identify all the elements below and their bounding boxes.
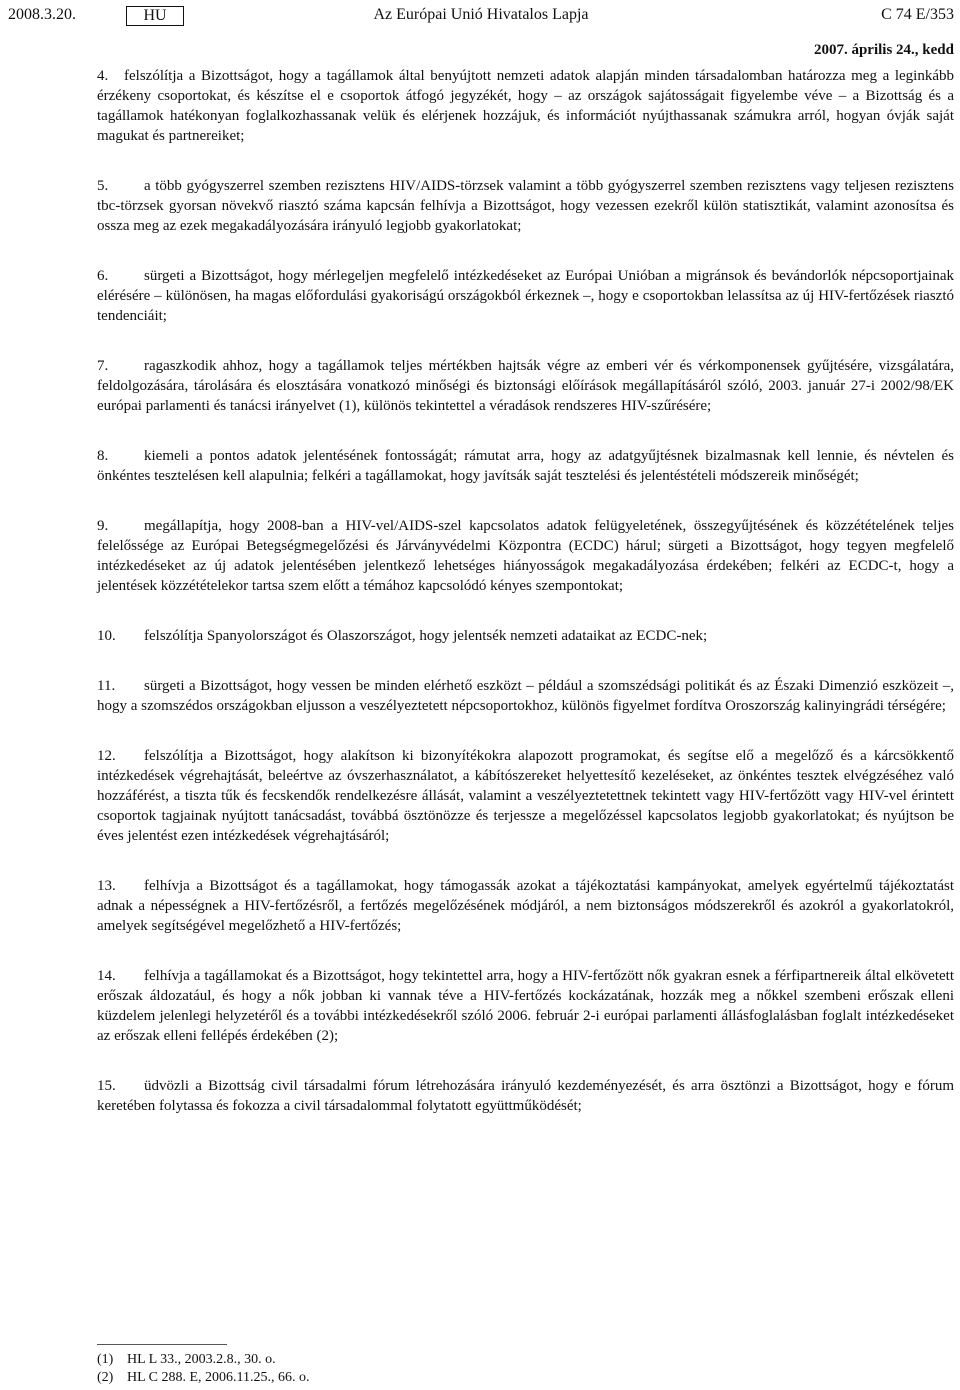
footnotes	[97, 1351, 954, 1387]
footnote-text: HL L 33., 2003.2.8., 30. o.	[127, 1352, 276, 1367]
paragraph-number: 13.	[97, 878, 116, 894]
paragraph	[97, 746, 954, 846]
paragraph-number: 8.	[97, 448, 109, 464]
paragraph	[97, 266, 954, 326]
paragraph-number: 4.	[97, 68, 109, 84]
paragraph	[97, 356, 954, 416]
paragraph-text: kiemeli a pontos adatok jelentésének fontosságát; rámutat arra, hogy az adatgyűjtésnek bizalmasnak kell lennie, és névtelen és önkéntes tesztelésen kell alapulnia; felkéri a tagállamokat, hogy javítsák saját tesztelési és jelentéstételi módszereik minőségét;	[97, 448, 954, 484]
paragraph-text: felhívja a Bizottságot és a tagállamokat, hogy támogassák azokat a tájékoztatási kampányokat, amelyek egyértelmű tájékoztatást adnak a népességnek a HIV-fertőzésről, a fertőzés megelőzésének módjáról, a nem biztonságos módszerekről és azokról a gyakorlatokról, amelyek segítségével megelőzhető a HIV-fertőzés;	[97, 878, 954, 934]
paragraph	[97, 516, 954, 596]
page-reference: C 74 E/353	[881, 6, 954, 23]
footnote-divider	[97, 1344, 227, 1345]
footnote	[97, 1351, 954, 1369]
language-box: HU	[126, 6, 184, 26]
paragraph-text: megállapítja, hogy 2008-ban a HIV-vel/AIDS-szel kapcsolatos adatok felügyeletének, összegyűjtésének és közzétételének teljes felelőssége az Európai Betegségmegelőzési és Járványvédelmi Központra (ECDC) hárul; sürgeti a Bizottságot, hogy tegyen megfelelő intézkedéseket az új adatok jelentésében jelentkező lehetséges hiányosságok megakadályozása érdekében; felkéri az ECDC-t, hogy a jelentések közzétételekor tartsa szem előtt a témához kapcsolódó kényes szempontokat;	[97, 518, 954, 594]
paragraph	[97, 876, 954, 936]
paragraph-text: sürgeti a Bizottságot, hogy mérlegeljen megfelelő intézkedéseket az Európai Unióban a migránsok és bevándorlók népcsoportjainak elérésére – különösen, ha magas előfordulási gyakoriságú országokból érkeznek –, hogy e csoportokban lelassítsa az új HIV-fertőzések riasztó tendenciáit;	[97, 268, 954, 324]
paragraph	[97, 176, 954, 236]
paragraph-number: 7.	[97, 358, 109, 374]
footnote-text: HL C 288. E, 2006.11.25., 66. o.	[127, 1370, 310, 1385]
paragraph	[97, 446, 954, 486]
paragraph-number: 10.	[97, 628, 116, 644]
paragraph	[97, 626, 954, 646]
paragraph-text: ragaszkodik ahhoz, hogy a tagállamok teljes mértékben hajtsák végre az emberi vér és vérkomponensek gyűjtésére, vizsgálatára, feldolgozására, tárolására és elosztására vonatkozó minőségi és biztonsági előírások megállapításáról szóló, 2003. január 27-i 2002/98/EK európai parlamenti és tanácsi irányelvet (1), különös tekintettel a véradások rendszeres HIV-szűrésére;	[97, 358, 954, 414]
paragraph-text: üdvözli a Bizottság civil társadalmi fórum létrehozására irányuló kezdeményezését, és arra ösztönzi a Bizottságot, hogy e fórum keretében folytassa és fokozza a civil társadalommal folytatott együttműködését;	[97, 1078, 954, 1114]
resolution-body	[97, 66, 954, 1116]
paragraph-text: a több gyógyszerrel szemben rezisztens HIV/AIDS-törzsek valamint a több gyógyszerrel szemben rezisztens vagy teljesen rezisztens tbc-törzsek gyorsan növekvő riasztó száma kapcsán felhívja a Bizottságot, hogy vezessen ezekről külön statisztikát, valamint azonosítsa és ossza meg az ezek megakadályozására irányuló legjobb gyakorlatokat;	[97, 178, 954, 234]
paragraph-number: 6.	[97, 268, 109, 284]
paragraph-text: sürgeti a Bizottságot, hogy vessen be minden elérhető eszközt – például a szomszédsági politikát és az Északi Dimenzió eszközeit –, hogy a szomszédos országokban eljusson a veszélyeztetett népcsoportokhoz, különös figyelmet fordítva Oroszország kalinyingrádi térségére;	[97, 678, 954, 714]
header-date: 2008.3.20.	[8, 6, 76, 23]
paragraph-text: felszólítja Spanyolországot és Olaszországot, hogy jelentsék nemzeti adataikat az ECDC-nek;	[144, 628, 708, 644]
paragraph	[97, 966, 954, 1046]
paragraph-number: 5.	[97, 178, 109, 194]
page-header	[8, 4, 954, 26]
paragraph-number: 9.	[97, 518, 109, 534]
paragraph-number: 11.	[97, 678, 116, 694]
paragraph	[97, 1076, 954, 1116]
paragraph	[97, 676, 954, 716]
footnote-mark: (1)	[97, 1352, 114, 1367]
journal-title: Az Európai Unió Hivatalos Lapja	[373, 6, 589, 23]
paragraph-number: 12.	[97, 748, 116, 764]
paragraph	[97, 66, 954, 146]
sitting-date: 2007. április 24., kedd	[813, 42, 954, 58]
paragraph-text: felhívja a tagállamokat és a Bizottságot, hogy tekintettel arra, hogy a HIV-fertőzött nők gyakran esnek a férfipartnereik által elkövetett erőszak áldozatául, és hogy a nők jobban ki vannak téve a HIV-fertőzés kockázatának, hozzák meg a nőkkel szembeni erőszak elleni küzdelem jelenlegi helyzetéről és a további intézkedésekről szóló 2006. február 2-i európai parlamenti állásfoglalásban foglalt intézkedéseket az erőszak elleni fellépés érdekében (2);	[97, 968, 954, 1044]
paragraph-text: felszólítja a Bizottságot, hogy alakítson ki bizonyítékokra alapozott programokat, és segítse elő a megelőző és a kárcsökkentő intézkedések végrehajtását, beleértve az óvszerhasználatot, a kábítószereket helyettesítő kezeléseket, az önkéntes tesztek elvégzéséhez való hozzáférést, a tiszta tűk és fecskendők rendelkezésre állását, valamint a veszélyeztetettnek tekintett vagy HIV-fertőzött vagy HIV-vel érintett csoportok tagjainak nyújtott tanácsadást, továbbá ösztönözze és terjessze a megelőzéssel kapcsolatos legjobb gyakorlatokat; és nyújtson be éves jelentést ezen intézkedések végrehajtásáról;	[97, 748, 954, 844]
paragraph-number: 14.	[97, 968, 116, 984]
paragraph-number: 15.	[97, 1078, 116, 1094]
footnote	[97, 1369, 954, 1387]
paragraph-text: felszólítja a Bizottságot, hogy a tagállamok által benyújtott nemzeti adatok alapján minden társadalomban határozza meg a leginkább érzékeny csoportokat, és készítse el e csoportok átfogó jegyzékét, hogy – az országok sajátosságait figyelembe véve – a Bizottság és a tagállamok hatékonyan foglalkozhassanak velük és elérjenek hozzájuk, és információt nyújthassanak számukra arról, hogyan óvják saját magukat és partnereiket;	[97, 68, 954, 144]
footnote-mark: (2)	[97, 1370, 114, 1385]
